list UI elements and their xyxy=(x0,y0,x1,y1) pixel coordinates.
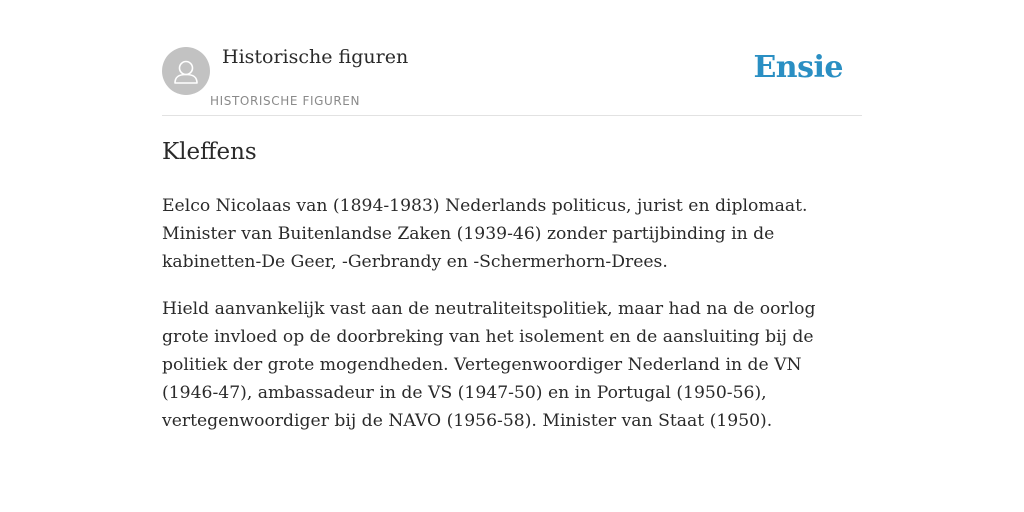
site-logo[interactable]: Ensie xyxy=(753,50,843,85)
header xyxy=(162,0,862,116)
author-name[interactable]: Historische figuren xyxy=(222,46,409,68)
avatar[interactable] xyxy=(162,47,210,95)
paragraph: Eelco Nicolaas van (1894-1983) Nederlands politicus, jurist en diplomaat. Minister van Buitenlandse Zaken (1939-46) zonder partijbinding in de kabinetten-De Geer, -Gerbrandy en -Schermerhorn-Drees. xyxy=(162,196,808,272)
user-icon xyxy=(162,47,210,95)
article-body xyxy=(162,192,862,454)
page xyxy=(162,0,862,431)
category-label[interactable]: HISTORISCHE FIGUREN xyxy=(210,94,361,108)
article-title: Kleffens xyxy=(162,139,257,165)
paragraph: Hield aanvankelijk vast aan de neutraliteitspolitiek, maar had na de oorlog grote invloed op de doorbreking van het isolement en de aansluiting bij de politiek der grote mogendheden. Vertegenwoordiger Nederland in de VN (1946-47), ambassadeur in de VS (1947-50) en in Portugal (1950-56), vertegenwoordiger bij de NAVO (1956-58). Minister van Staat (1950). xyxy=(162,299,816,431)
